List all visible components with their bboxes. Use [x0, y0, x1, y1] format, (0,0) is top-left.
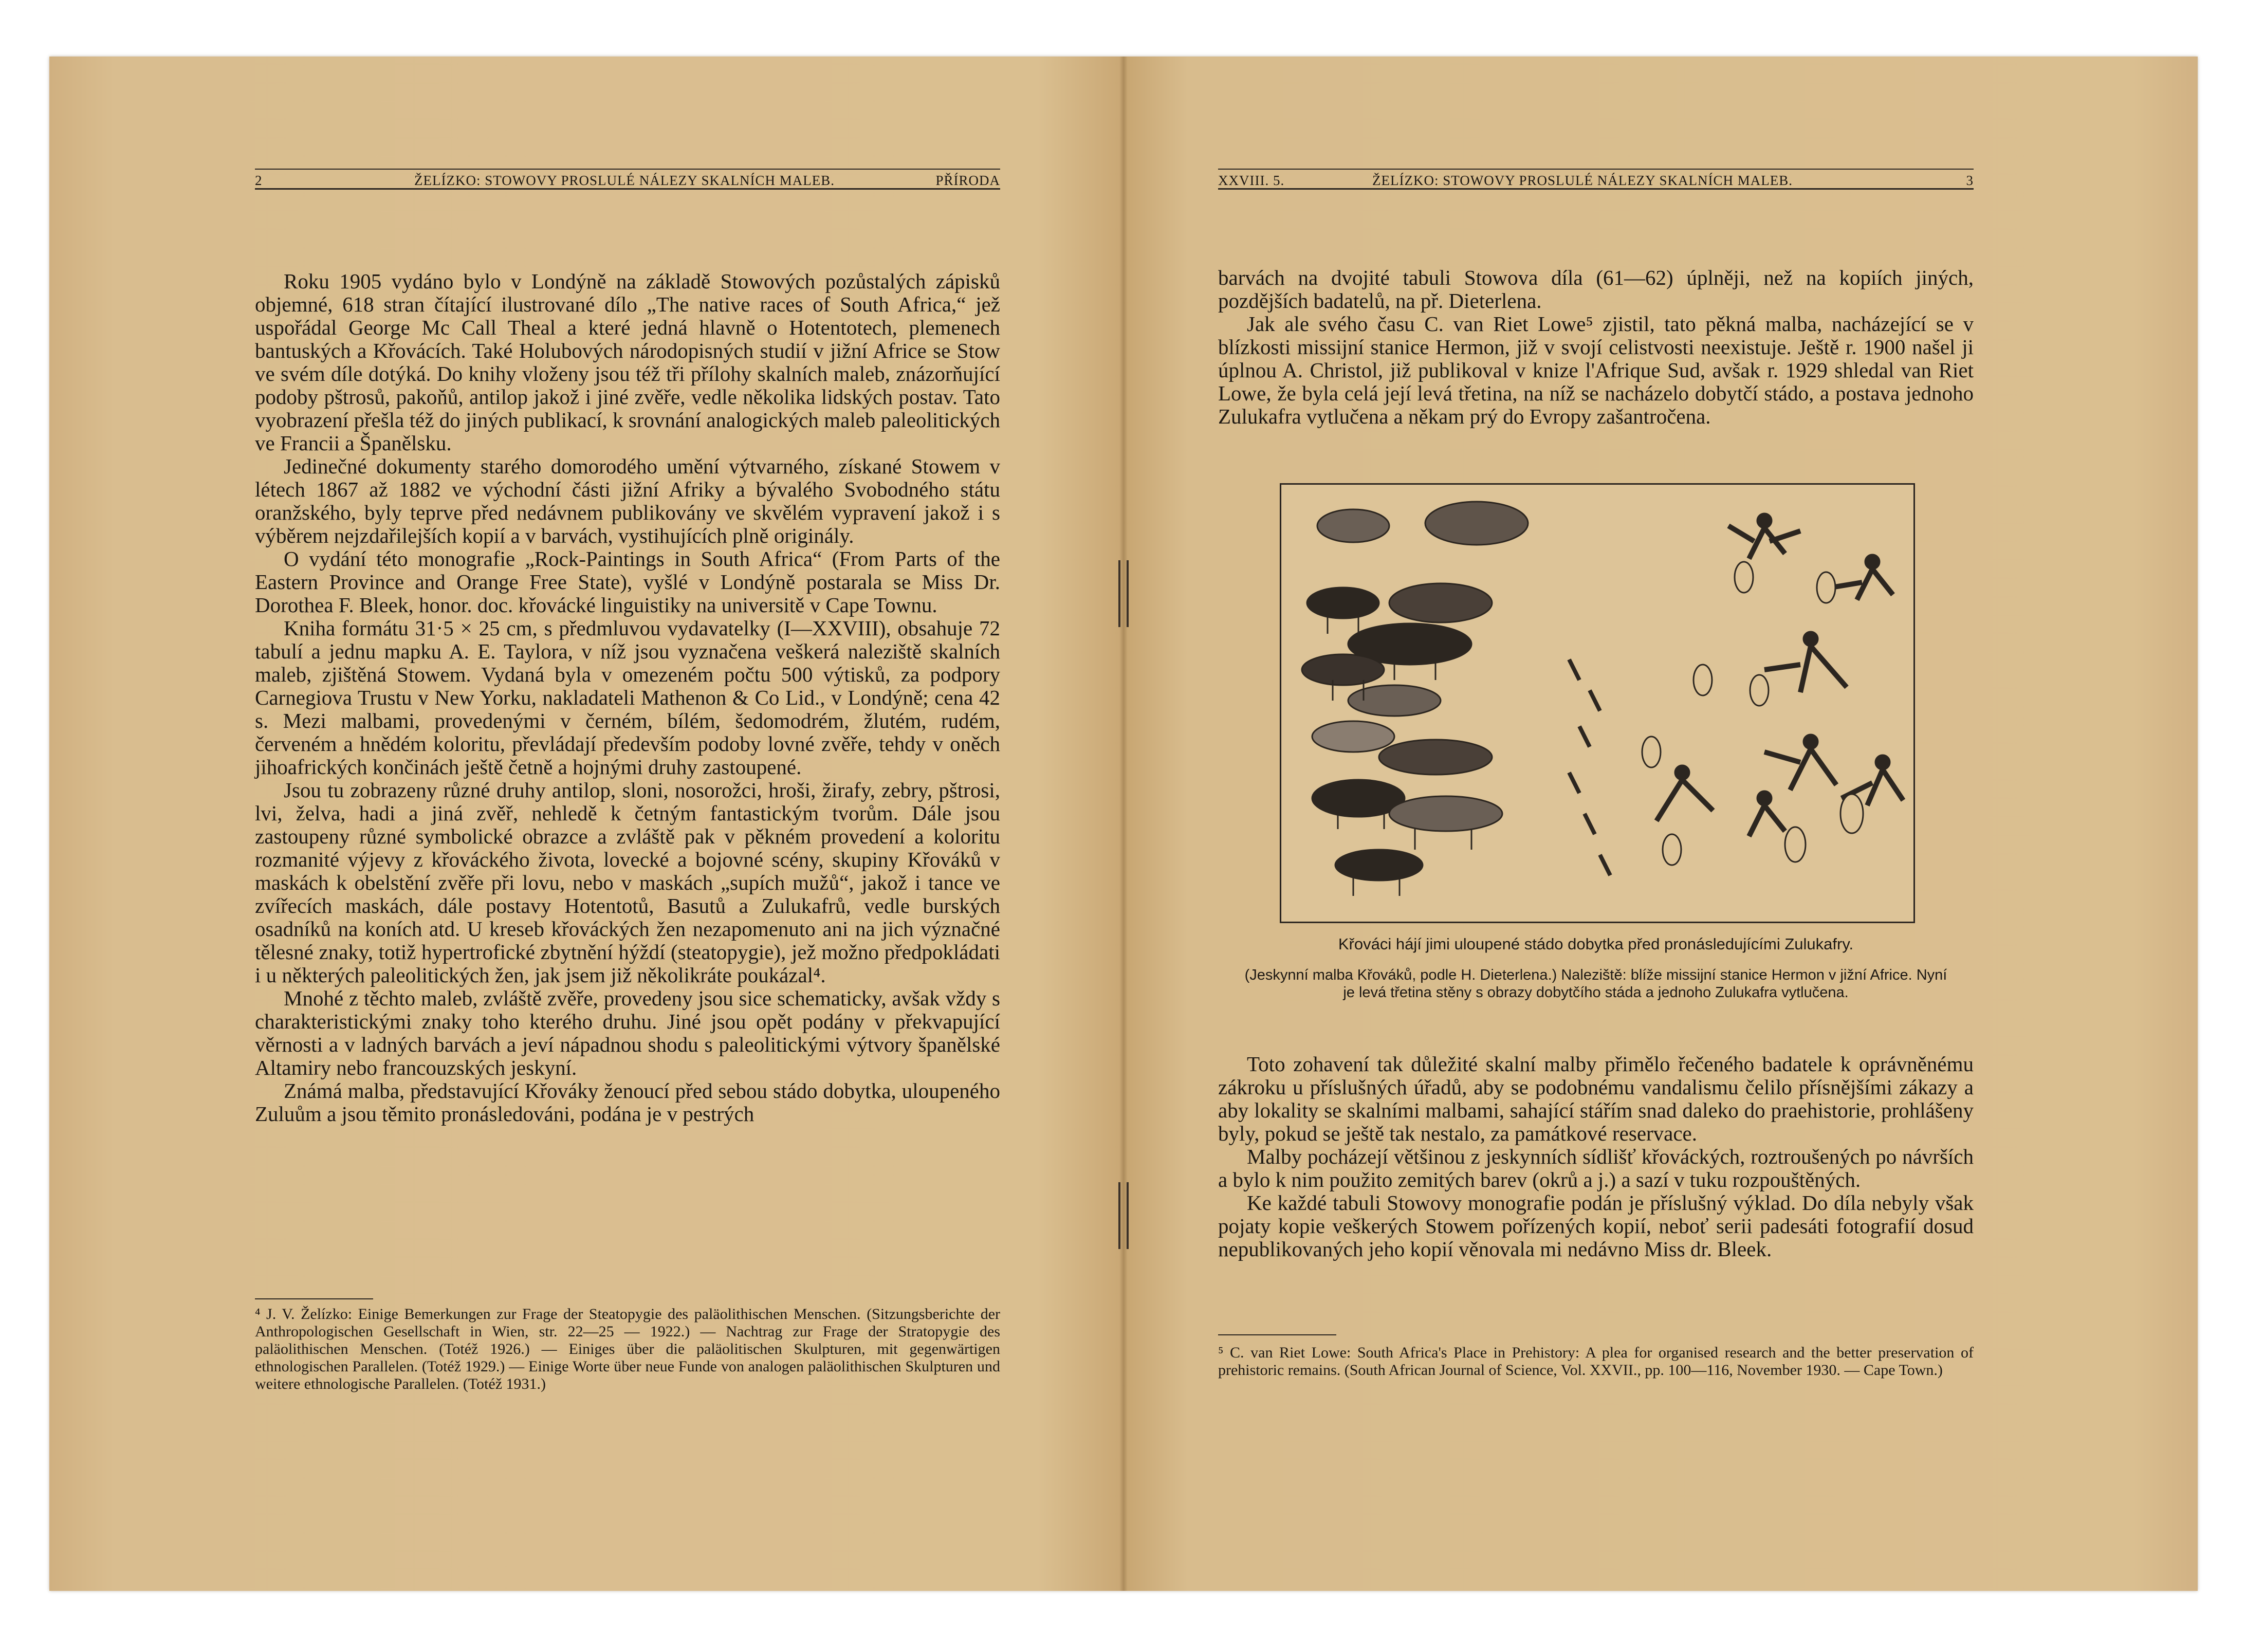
left-footnote-rule: [255, 1298, 373, 1299]
paragraph: barvách na dvojité tabuli Stowova díla (61—62) úplněji, než na kopiích jiných, pozdějších badatelů, na př. Dieterlena.: [1218, 266, 1974, 313]
right-running-header: [1218, 169, 1974, 190]
paragraph: Roku 1905 vydáno bylo v Londýně na základě Stowových pozůstalých zápisků objemné, 618 stran čítající ilustrované dílo „The native races of South Africa,“ jež uspořádal George Mc Call Theal a které jedná hlavně o Hotentotech, plemenech bantuských a Křovácích. Také Holubových národopisných studií v jižní Africe se Stow ve svém díle dotýká. Do knihy vloženy jsou též tři přílohy skalních maleb, znázorňující podoby pštrosů, pakoňů, antilop jakož i jiné zvěře, vedle několika lidských postav. Tato vyobrazení přešla též do jiných publikací, k srovnání analogických maleb paleolitických ve Francii a Španělsku.: [255, 269, 1000, 455]
volume-issue: XXVIII. 5.: [1218, 173, 1285, 188]
paragraph: Malby pocházejí většinou z jeskynních sídlišť křováckých, roztroušených po návrších a bylo k nim použito zemitých barev (okrů a j.) a sazí v tuku rozpouštěných.: [1218, 1145, 1974, 1191]
right-page-number: 3: [1966, 173, 1974, 188]
paragraph: Známá malba, představující Křováky ženoucí před sebou stádo dobytka, uloupeného Zuluům a jsou těmito pronásledováni, podána je v pestrých: [255, 1079, 1000, 1126]
figure-title: Křováci hájí jimi uloupené stádo dobytka před pronásledujícími Zulukafry.: [1338, 935, 1854, 953]
left-running-header: [255, 169, 1000, 190]
paragraph: Toto zohavení tak důležité skalní malby přimělo řečeného badatele k oprávněnému zákroku u příslušných úřadů, aby se podobnému vandalismu čelilo přísnějšími zákazy a aby lokality se skalními malbami, sahající stářím snad daleko do praehistorie, prohlášeny byly, pokud se ještě tak nestalo, za památkové reservace.: [1218, 1052, 1974, 1145]
right-footnote-rule: [1218, 1334, 1336, 1335]
bushmen-cattle-raid-illustration: [1281, 485, 1913, 922]
paragraph: Mnohé z těchto maleb, zvláště zvěře, provedeny jsou sice schematicky, avšak vždy s charakteristickými znaky toho kterého druhu. Jiné jsou opět podány v překvapující věrnosti a v ladných barvách a jeví nápadnou shodu s paleolitickými výtvory španělské Altamiry nebo francouzských jeskyní.: [255, 986, 1000, 1079]
paragraph: Jak ale svého času C. van Riet Lowe⁵ zjistil, tato pěkná malba, nacházející se v blízkosti missijní stanice Hermon, již v svojí celistvosti neexistuje. Ještě r. 1900 našel ji úplnou A. Christol, již publikoval v knize l'Afrique Sud, avšak r. 1929 shledal van Riet Lowe, že byla celá její levá třetina, na níž se nacházelo dobytčí stádo, a postava jednoho Zulukafra vytlučena a někam prý do Evropy zašantročena.: [1218, 312, 1974, 428]
figure-caption: (Jeskynní malba Křováků, podle H. Dieterlena.) Naleziště: blíže missijní stanice Hermon v jižní Africe. Nyní je levá třetina stěny s obrazy dobytčího stáda a jednoho Zulukafra vytlučena.: [1244, 967, 1947, 1001]
paragraph: Jedinečné dokumenty starého domorodého umění výtvarného, získané Stowem v létech 1867 až 1882 ve východní části jižní Afriky a bývalého Svobodného státu oranžského, byly teprve před nedávnem publikovány ve skvělém vypravení jakož i s výběrem nejzdařilejších kopií a v barvách, vystihujících plně originály.: [255, 454, 1000, 547]
left-running-title: ŽELÍZKO: STOWOVY PROSLULÉ NÁLEZY SKALNÍCH MALEB.: [414, 173, 835, 188]
staple-bottom: [1118, 1182, 1129, 1249]
journal-name: PŘÍRODA: [935, 173, 1000, 188]
paragraph: Jsou tu zobrazeny různé druhy antilop, sloni, nosorožci, hroši, žirafy, zebry, pštrosi, lvi, želva, hadi a jiná zvěř, nehledě k četným fantastickým tvorům. Dále jsou zastoupeny různé symbolické obrazce a zvláště pak v pěkném provedení a koloritu rozmanité výjevy z křováckého života, lovecké a bojovné scény, skupiny Křováků v maskách k obelstění zvěře při lovu, nebo v maskách „supích mužů“, jakož i tance ve zvířecích maskách, dále postavy Hotentotů, Basutů a Zulukafrů, vedle burských osadníků na koních atd. U kreseb křováckých žen nezapomenuto ani na jich význačné tělesné znaky, totiž hypertrofické zbytnění hýždí (steatopygie), jež možno předpokládati i u některých paleolitických žen, jak jsem již několikráte poukázal⁴.: [255, 778, 1000, 987]
binding-gutter: [1119, 57, 1128, 1591]
right-running-title: ŽELÍZKO: STOWOVY PROSLULÉ NÁLEZY SKALNÍCH MALEB.: [1372, 173, 1793, 188]
left-footnote: ⁴ J. V. Želízko: Einige Bemerkungen zur Frage der Steatopygie des paläolithischen Menschen. (Sitzungsberichte der Anthropologischen Gesellschaft in Wien, str. 22—25 — 1922.) — Nachtrag zur Frage der Stratopygie des paläolithischen Menschen. (Totéž 1926.) — Einiges über die paläolitischen Skulpturen, mit gegenwärtigen ethnologischen Parallelen. (Totéž 1929.) — Einige Worte über neue Funde von analogen paläolithischen Skulpturen und weitere ethnologische Parallelen. (Totéž 1931.): [255, 1306, 1000, 1392]
right-footnote: ⁵ C. van Riet Lowe: South Africa's Place in Prehistory: A plea for organised research and the better preservation of prehistoric remains. (South African Journal of Science, Vol. XXVII., pp. 100—116, November 1930. — Cape Town.): [1218, 1344, 1974, 1379]
right-body-bottom: [1218, 1053, 1974, 1261]
paragraph: Ke každé tabuli Stowovy monografie podán je příslušný výklad. Do díla nebyly však pojaty kopie veškerých Stowem pořízených kopií, neboť serii padesáti fotografií dosud nepublikovaných jeho kopií věnovala mi nedávno Miss dr. Bleek.: [1218, 1191, 1974, 1261]
left-body-text: [255, 270, 1000, 1126]
right-body-top: [1218, 266, 1974, 428]
left-page-number: 2: [255, 173, 263, 188]
rock-painting-figure: [1280, 483, 1915, 923]
staple-top: [1118, 560, 1129, 627]
paragraph: Kniha formátu 31·5 × 25 cm, s předmluvou vydavatelky (I—XXVIII), obsahuje 72 tabulí a jednu mapku A. E. Taylora, v níž jsou vyznačena veškerá naleziště skalních maleb, zjištěná Stowem. Vydaná byla v omezeném počtu 500 výtisků, za podpory Carnegiova Trustu v New Yorku, nakladateli Mathenon & Co Lid., v Londýně; cena 42 s. Mezi malbami, provedenými v černém, bílém, šedomodrém, žlutém, rudém, červeném a hnědém koloritu, převládají především podoby lovné zvěře, tehdy v oněch jihoafrických končinách ještě četně a hojnými druhy zastoupené.: [255, 616, 1000, 779]
paragraph: O vydání této monografie „Rock-Paintings in South Africa“ (From Parts of the Eastern Province and Orange Free State), vyšlé v Londýně postarala se Miss Dr. Dorothea F. Bleek, honor. doc. křovácké linguistiky na universitě v Cape Townu.: [255, 547, 1000, 617]
